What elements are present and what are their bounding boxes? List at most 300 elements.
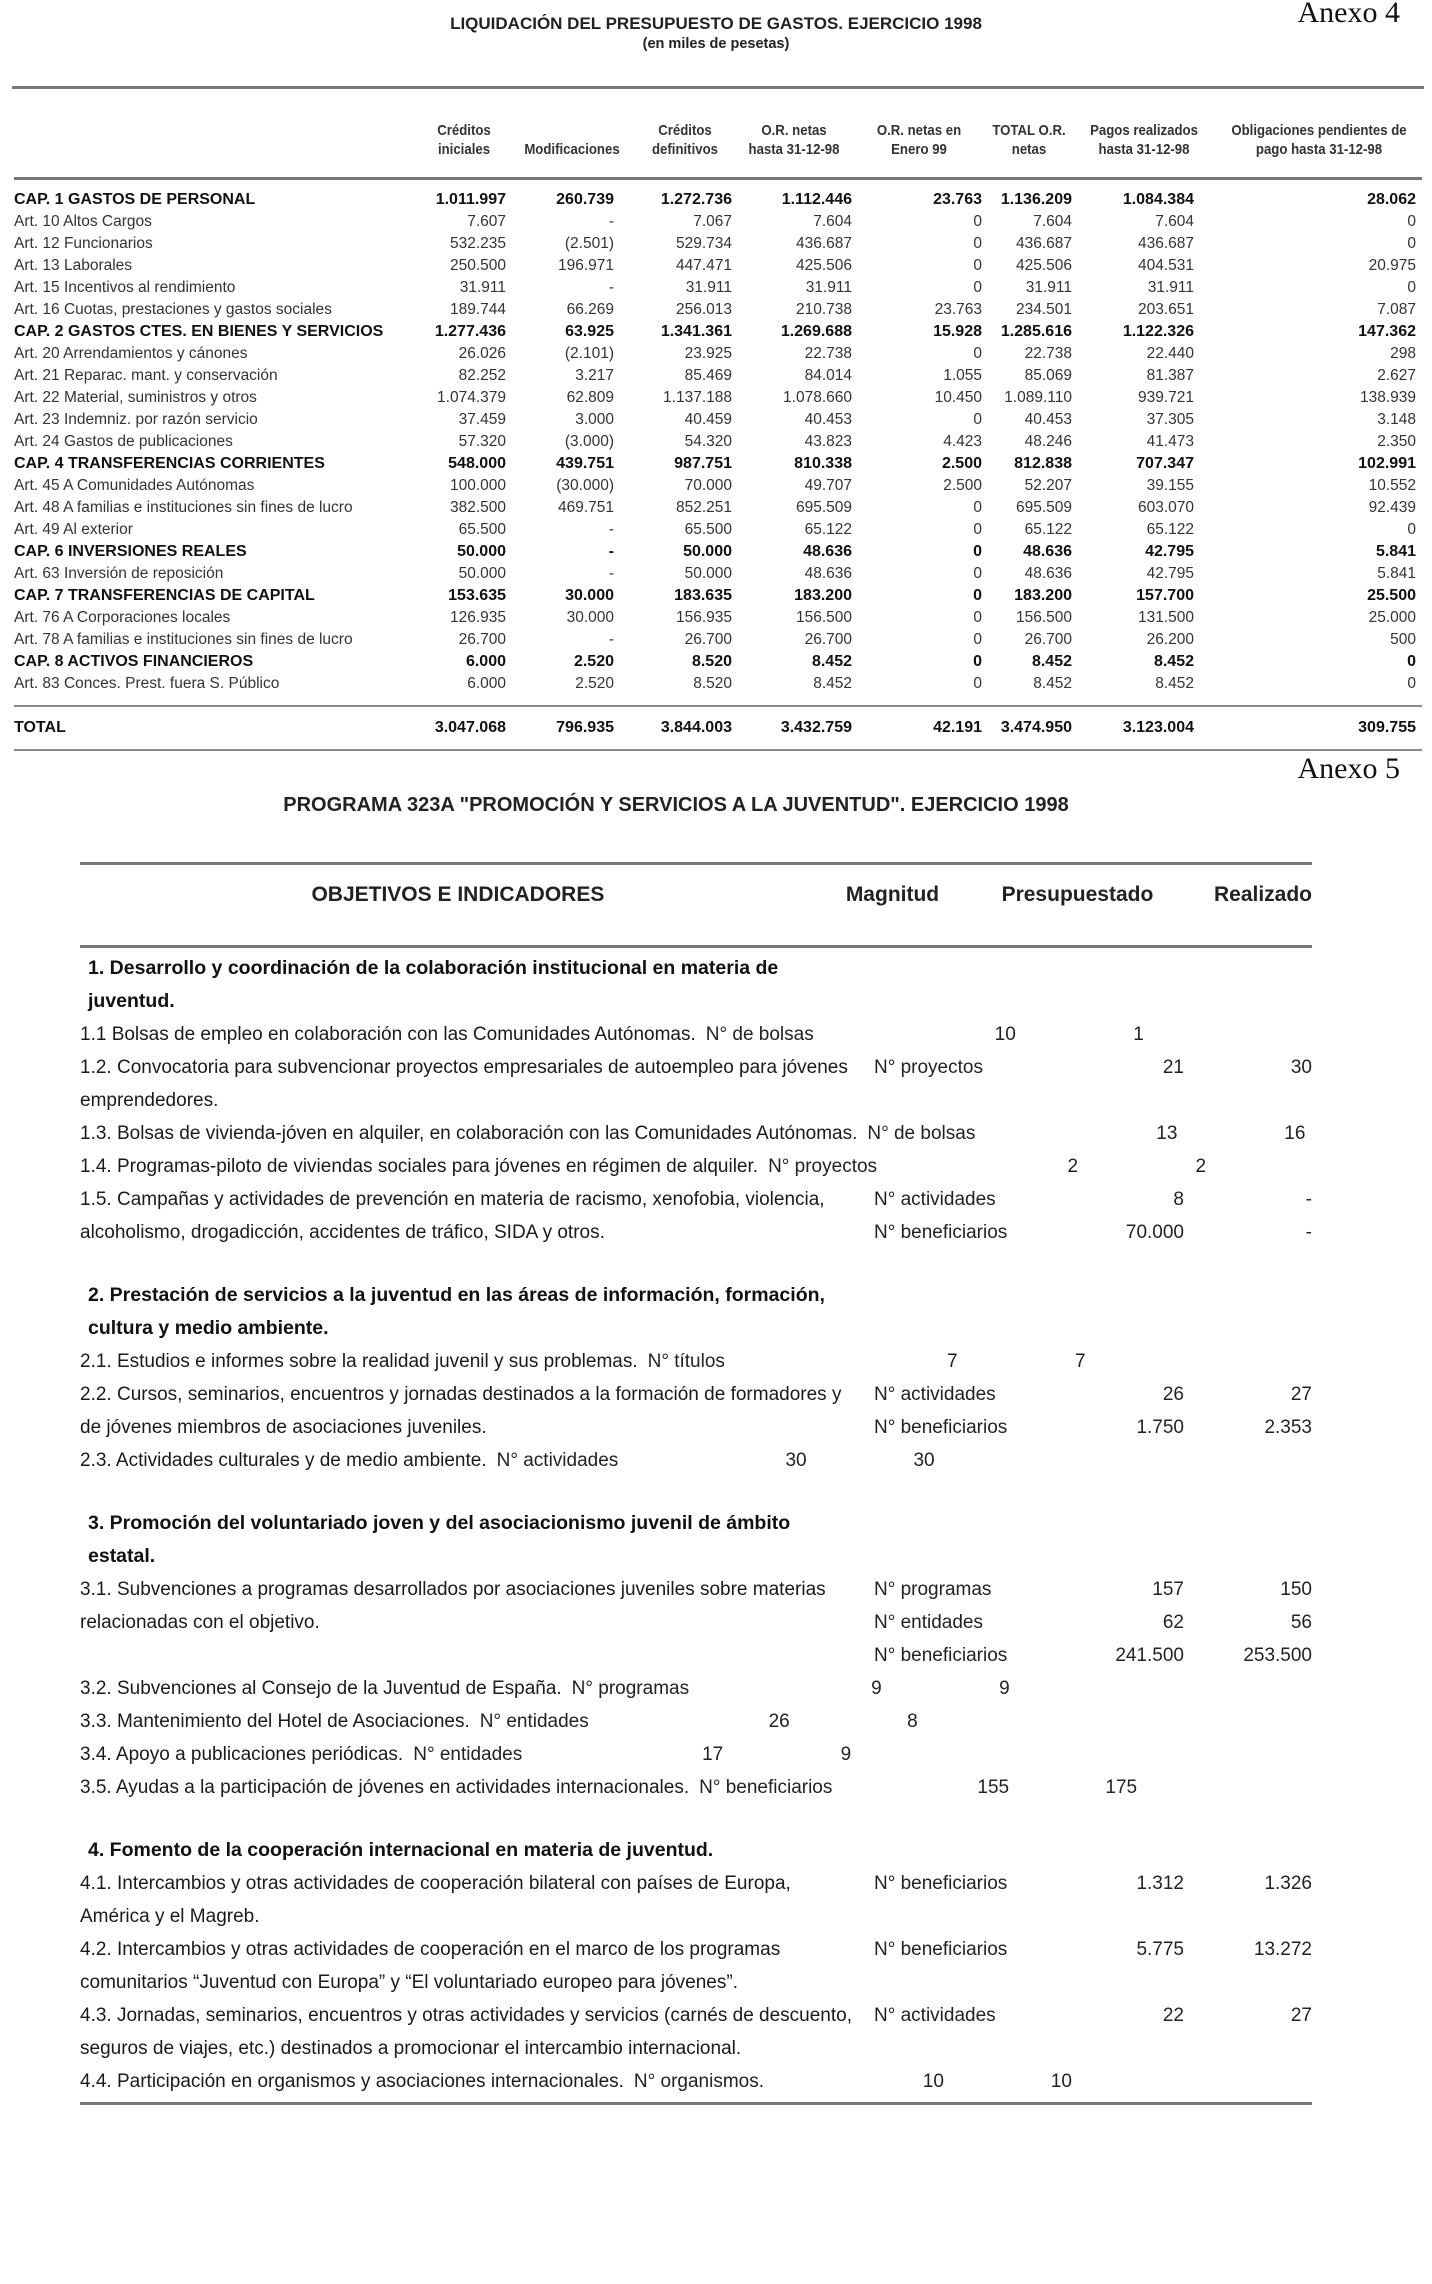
objective-title: 1. Desarrollo y coordinación de la colaboración institucional en materia de juventud.: [88, 957, 779, 1012]
cell-value: 8.452: [813, 675, 852, 692]
indicator-description: 1.2. Convocatoria para subvencionar proyectos empresariales de autoempleo para jóvenes emprendedores.: [80, 1057, 848, 1111]
cell-value: 695.509: [795, 499, 852, 516]
indicator-magnitude: N° entidades: [479, 1711, 589, 1732]
objective-section: [80, 952, 1312, 1249]
article-row: [12, 563, 1424, 585]
cell-value: 1.055: [943, 367, 982, 384]
cell-value: 156.935: [675, 609, 732, 626]
article-row: [12, 233, 1424, 255]
indicator-magnitude: N° proyectos: [768, 1156, 878, 1177]
indicator-magnitude: N° beneficiarios: [874, 1417, 1008, 1438]
column-header-concept: [36, 89, 395, 167]
row-label: Art. 12 Funcionarios: [14, 235, 153, 252]
cell-value: 63.925: [565, 323, 614, 340]
indicator-description: 2.1. Estudios e informes sobre la realidad juvenil y sus problemas.: [80, 1351, 638, 1372]
indicator-magnitude: N° beneficiarios: [874, 1939, 1008, 1960]
indicator-magnitude: N° beneficiarios: [699, 1777, 833, 1798]
indicator-row: [80, 1705, 1312, 1738]
column-header-payments: Pagos realizados hasta 31-12-98: [1090, 122, 1198, 158]
cell-value: 7.604: [1033, 213, 1072, 230]
cell-value: 30.000: [565, 587, 614, 604]
row-label: Art. 15 Incentivos al rendimiento: [14, 279, 236, 296]
cell-value: 5.841: [1375, 543, 1416, 560]
indicator-budgeted: 155: [977, 1777, 1010, 1798]
cell-value: 183.200: [1014, 587, 1072, 604]
indicator-magnitude: N° entidades: [874, 1612, 983, 1633]
indicator-description: 1.5. Campañas y actividades de prevención en materia de racismo, xenofobia, violencia, alcoholismo, drogadicción, accidentes de tráfico, SIDA y otros.: [80, 1189, 825, 1243]
cell-value: 3.217: [575, 367, 614, 384]
cell-value: -: [608, 631, 614, 648]
indicator-achieved: 253.500: [1243, 1645, 1312, 1666]
cell-value: 31.911: [1147, 279, 1194, 296]
indicator-budgeted: 26: [1162, 1384, 1184, 1405]
indicator-magnitude: N° organismos.: [633, 2071, 765, 2092]
objectives-indicators-table: [80, 862, 1312, 2105]
cell-value: 50.000: [457, 543, 506, 560]
cell-value: (2.101): [564, 345, 614, 362]
indicator-magnitude: N° entidades: [413, 1744, 523, 1765]
cell-value: 22.738: [1024, 345, 1072, 362]
article-row: [12, 475, 1424, 497]
indicator-row: [80, 1051, 1312, 1117]
indicator-achieved: 9: [999, 1678, 1010, 1699]
cell-value: 603.070: [1137, 499, 1194, 516]
table-header-row: [80, 865, 1312, 925]
cell-value: 425.506: [1015, 257, 1072, 274]
article-row: [12, 673, 1424, 695]
cell-value: 153.635: [448, 587, 506, 604]
cell-value: 987.751: [674, 455, 732, 472]
cell-value: 50.000: [684, 565, 732, 582]
indicator-budgeted: 13: [1156, 1123, 1178, 1144]
annex-5-label: Anexo 5: [1297, 752, 1400, 785]
cell-value: 234.501: [1015, 301, 1072, 318]
cell-value: 436.687: [1015, 235, 1072, 252]
table-header-row: [12, 89, 1424, 167]
indicator-achieved: 30: [1290, 1057, 1312, 1078]
cell-value: 1.277.436: [434, 323, 506, 340]
cell-value: 810.338: [794, 455, 852, 472]
cell-value: 0: [973, 235, 982, 252]
row-label: CAP. 2 GASTOS CTES. EN BIENES Y SERVICIOS: [14, 323, 384, 340]
cell-value: 210.738: [795, 301, 852, 318]
indicator-achieved: 27: [1290, 2005, 1312, 2026]
indicator-achieved: 27: [1290, 1384, 1312, 1405]
column-header-objectives: OBJETIVOS E INDICADORES: [311, 883, 605, 906]
row-label: Art. 45 A Comunidades Autónomas: [14, 477, 255, 494]
column-header-pending-obligations: Obligaciones pendientes de pago hasta 31-12-98: [1231, 122, 1407, 158]
indicator-magnitude: N° actividades: [496, 1450, 619, 1471]
cell-value: 43.823: [804, 433, 852, 450]
cell-value: 707.347: [1136, 455, 1194, 472]
cell-value: 7.604: [813, 213, 852, 230]
cell-value: 0: [973, 675, 982, 692]
indicator-budgeted: 10: [994, 1024, 1016, 1045]
cell-value: 0: [973, 609, 982, 626]
cell-value: 0: [973, 521, 982, 538]
cell-value: 49.707: [804, 477, 852, 494]
cell-value: 66.269: [566, 301, 614, 318]
cell-value: 10.450: [934, 389, 982, 406]
indicator-magnitude: N° programas: [874, 1579, 992, 1600]
cell-value: 102.991: [1358, 455, 1416, 472]
cell-value: -: [608, 279, 614, 296]
cell-value: 2.627: [1377, 367, 1416, 384]
cell-value: 0: [1407, 235, 1416, 252]
indicator-description: 3.2. Subvenciones al Consejo de la Juventud de España.: [80, 1678, 562, 1699]
cell-value: 70.000: [684, 477, 732, 494]
row-label: Art. 83 Conces. Prest. fuera S. Público: [14, 675, 280, 692]
cell-value: 2.350: [1377, 433, 1416, 450]
column-header-magnitude: Magnitud: [845, 883, 940, 906]
indicator-description: 2.2. Cursos, seminarios, encuentros y jornadas destinados a la formación de formadores y de jóvenes miembros de asociaciones juveniles.: [80, 1384, 842, 1438]
cell-value: 126.935: [449, 609, 506, 626]
cell-value: 85.069: [1024, 367, 1072, 384]
objective-title: 2. Prestación de servicios a la juventud en las áreas de información, formación, cultura y medio ambiente.: [88, 1284, 825, 1339]
cell-value: 52.207: [1024, 477, 1072, 494]
cell-value: 26.700: [1024, 631, 1072, 648]
cell-value: 0: [973, 279, 982, 296]
cell-value: 26.700: [804, 631, 852, 648]
cell-value: 5.841: [1377, 565, 1416, 582]
row-label: Art. 24 Gastos de publicaciones: [14, 433, 233, 450]
cell-value: 4.423: [943, 433, 982, 450]
indicator-row: [80, 1771, 1312, 1804]
indicator-description: 2.3. Actividades culturales y de medio ambiente.: [80, 1450, 487, 1471]
cell-value: 31.911: [459, 279, 506, 296]
cell-value: 939.721: [1137, 389, 1194, 406]
cell-value: 0: [973, 257, 982, 274]
chapter-row: [12, 541, 1424, 563]
row-label: Art. 13 Laborales: [14, 257, 133, 274]
cell-value: 85.469: [684, 367, 732, 384]
cell-value: 0: [1407, 279, 1416, 296]
column-header-initial-credits: Créditos iniciales: [437, 122, 491, 158]
annex-4-subtitle: (en miles de pesetas): [642, 36, 790, 52]
cell-value: 0: [973, 345, 982, 362]
indicator-achieved: 2: [1195, 1156, 1207, 1177]
cell-value: 50.000: [458, 565, 506, 582]
indicator-row: [80, 1999, 1312, 2065]
cell-value: 100.000: [449, 477, 506, 494]
cell-value: 8.452: [1031, 653, 1072, 670]
indicator-budgeted: 241.500: [1115, 1645, 1184, 1666]
cell-value: 7.087: [1377, 301, 1416, 318]
cell-value: 3.000: [575, 411, 614, 428]
cell-value: 532.235: [449, 235, 506, 252]
indicator-budgeted: 5.775: [1136, 1939, 1184, 1960]
cell-value: -: [608, 543, 614, 560]
indicator-magnitude: N° actividades: [874, 1189, 996, 1210]
cell-value: 0: [973, 653, 982, 670]
cell-value: 50.000: [683, 543, 732, 560]
article-row: [12, 629, 1424, 651]
indicator-achieved: 1: [1133, 1024, 1144, 1045]
cell-value: 183.635: [674, 587, 732, 604]
total-value: 3.432.759: [780, 719, 852, 736]
row-label: Art. 63 Inversión de reposición: [14, 565, 224, 582]
cell-value: 40.453: [804, 411, 852, 428]
cell-value: 84.014: [804, 367, 852, 384]
objective-title: 4. Fomento de la cooperación internacional en materia de juventud.: [88, 1839, 714, 1861]
cell-value: 382.500: [449, 499, 506, 516]
column-header-budgeted: Presupuestado: [1001, 883, 1154, 906]
cell-value: 40.459: [684, 411, 732, 428]
cell-value: 0: [973, 587, 982, 604]
cell-value: 15.928: [933, 323, 982, 340]
indicator-row: [80, 1117, 1312, 1150]
indicator-budgeted: 8: [1173, 1189, 1184, 1210]
indicator-budgeted: 10: [922, 2071, 944, 2092]
cell-value: 260.739: [556, 191, 614, 208]
cell-value: 0: [973, 631, 982, 648]
cell-value: 20.975: [1368, 257, 1416, 274]
indicator-row: [80, 1150, 1312, 1183]
cell-value: 0: [973, 213, 982, 230]
cell-value: 26.026: [458, 345, 506, 362]
cell-value: 156.500: [795, 609, 852, 626]
objective-section: [80, 1804, 1312, 2098]
cell-value: 250.500: [449, 257, 506, 274]
total-value: 3.474.950: [1000, 719, 1072, 736]
chapter-row: [12, 189, 1424, 211]
indicator-row: [80, 1018, 1312, 1051]
cell-value: 1.122.326: [1122, 323, 1194, 340]
cell-value: 2.500: [941, 455, 982, 472]
indicator-budgeted: 62: [1162, 1612, 1184, 1633]
indicator-magnitude: N° actividades: [874, 2005, 996, 2026]
cell-value: 31.911: [1025, 279, 1072, 296]
annex-4-title: LIQUIDACIÓN DEL PRESUPUESTO DE GASTOS. EJERCICIO 1998: [450, 14, 982, 33]
cell-value: 0: [973, 411, 982, 428]
article-row: [12, 607, 1424, 629]
indicator-description: 4.2. Intercambios y otras actividades de cooperación en el marco de los programas comunitarios “Juventud con Europa” y “El voluntariado europeo para jóvenes”.: [80, 1939, 781, 1993]
indicator-achieved: 16: [1284, 1123, 1306, 1144]
cell-value: 42.795: [1145, 543, 1194, 560]
indicator-row: [80, 1378, 1312, 1444]
indicator-description: 3.5. Ayudas a la participación de jóvenes en actividades internacionales.: [80, 1777, 690, 1798]
column-header-modifications: Modificaciones: [524, 141, 620, 158]
indicator-row: [80, 1738, 1312, 1771]
cell-value: 436.687: [795, 235, 852, 252]
cell-value: 65.122: [1146, 521, 1194, 538]
cell-value: 48.636: [1024, 565, 1072, 582]
cell-value: 30.000: [566, 609, 614, 626]
total-value: 3.844.003: [660, 719, 732, 736]
cell-value: 1.269.688: [780, 323, 852, 340]
indicator-row: [80, 1183, 1312, 1249]
cell-value: (3.000): [564, 433, 614, 450]
cell-value: 37.305: [1146, 411, 1194, 428]
indicator-magnitude: N° títulos: [647, 1351, 725, 1372]
row-label: CAP. 4 TRANSFERENCIAS CORRIENTES: [14, 455, 325, 472]
indicator-achieved: 175: [1105, 1777, 1138, 1798]
indicator-description: 1.1 Bolsas de empleo en colaboración con las Comunidades Autónomas.: [80, 1024, 696, 1045]
cell-value: 2.500: [943, 477, 982, 494]
cell-value: 8.452: [1155, 675, 1194, 692]
row-label: Art. 21 Reparac. mant. y conservación: [14, 367, 278, 384]
indicator-row: [80, 1444, 1312, 1477]
indicator-achieved: 1.326: [1264, 1873, 1312, 1894]
indicator-achieved: 2.353: [1264, 1417, 1312, 1438]
indicator-row: [80, 1573, 1312, 1672]
cell-value: 548.000: [448, 455, 506, 472]
cell-value: 189.744: [449, 301, 506, 318]
cell-value: 1.078.660: [783, 389, 852, 406]
cell-value: 0: [973, 565, 982, 582]
total-value: 42.191: [933, 719, 982, 736]
cell-value: 23.763: [933, 191, 982, 208]
cell-value: 1.074.379: [437, 389, 506, 406]
total-value: 3.047.068: [434, 719, 506, 736]
article-row: [12, 211, 1424, 233]
cell-value: 183.200: [794, 587, 852, 604]
cell-value: 2.520: [575, 675, 614, 692]
indicator-achieved: 56: [1290, 1612, 1312, 1633]
cell-value: 1.285.616: [1000, 323, 1072, 340]
row-label: Art. 23 Indemniz. por razón servicio: [14, 411, 258, 428]
cell-value: 404.531: [1137, 257, 1194, 274]
chapter-row: [12, 321, 1424, 343]
indicator-magnitude: N° beneficiarios: [874, 1873, 1008, 1894]
indicator-budgeted: 2: [1067, 1156, 1079, 1177]
cell-value: 10.552: [1368, 477, 1416, 494]
indicator-budgeted: 157: [1152, 1579, 1184, 1600]
article-row: [12, 431, 1424, 453]
cell-value: 157.700: [1136, 587, 1194, 604]
indicator-description: 1.3. Bolsas de vivienda-jóven en alquiler, en colaboración con las Comunidades Autónomas.: [80, 1123, 858, 1144]
column-header-or-net-dec: O.R. netas hasta 31-12-98: [748, 122, 840, 158]
indicator-magnitude: N° beneficiarios: [874, 1645, 1008, 1666]
indicator-achieved: 9: [840, 1744, 852, 1765]
cell-value: 65.500: [458, 521, 506, 538]
cell-value: 65.122: [804, 521, 852, 538]
cell-value: 7.607: [467, 213, 506, 230]
column-header-final-credits: Créditos definitivos: [651, 122, 718, 158]
cell-value: 8.452: [811, 653, 852, 670]
cell-value: 41.473: [1146, 433, 1194, 450]
cell-value: 500: [1390, 631, 1416, 648]
indicator-row: [80, 1672, 1312, 1705]
cell-value: 57.320: [458, 433, 506, 450]
total-value: 3.123.004: [1122, 719, 1194, 736]
cell-value: 1.089.110: [1004, 389, 1072, 406]
row-label: Art. 76 A Corporaciones locales: [14, 609, 231, 626]
cell-value: 65.500: [684, 521, 732, 538]
cell-value: 3.148: [1377, 411, 1416, 428]
cell-value: 1.084.384: [1122, 191, 1194, 208]
article-row: [12, 365, 1424, 387]
row-label: Art. 78 A familias e instituciones sin fines de lucro: [14, 631, 353, 648]
column-header-or-net-jan: O.R. netas en Enero 99: [876, 122, 962, 158]
indicator-achieved: 13.272: [1253, 1939, 1312, 1960]
indicator-magnitude: N° actividades: [874, 1384, 996, 1405]
indicator-budgeted: 70.000: [1125, 1222, 1184, 1243]
cell-value: 31.911: [685, 279, 732, 296]
row-label: CAP. 1 GASTOS DE PERSONAL: [14, 191, 256, 208]
cell-value: 203.651: [1137, 301, 1194, 318]
cell-value: 23.925: [684, 345, 732, 362]
indicator-achieved: 7: [1075, 1351, 1086, 1372]
article-row: [12, 387, 1424, 409]
cell-value: 28.062: [1367, 191, 1416, 208]
indicator-magnitude: N° programas: [571, 1678, 690, 1699]
indicator-achieved: 10: [1050, 2071, 1072, 2092]
indicator-row: [80, 1867, 1312, 1933]
annex-4-label: Anexo 4: [1297, 0, 1400, 29]
cell-value: 196.971: [557, 257, 614, 274]
cell-value: 25.500: [1367, 587, 1416, 604]
column-header-achieved: Realizado: [1213, 883, 1312, 906]
cell-value: 529.734: [675, 235, 732, 252]
cell-value: 138.939: [1359, 389, 1416, 406]
cell-value: 7.604: [1155, 213, 1194, 230]
annex-5-title: PROGRAMA 323A "PROMOCIÓN Y SERVICIOS A LA JUVENTUD". EJERCICIO 1998: [283, 794, 1069, 816]
indicator-row: [80, 1345, 1312, 1378]
cell-value: -: [608, 565, 614, 582]
indicator-description: 4.4. Participación en organismos y asociaciones internacionales.: [80, 2071, 624, 2092]
cell-value: 8.452: [1033, 675, 1072, 692]
cell-value: 62.809: [566, 389, 614, 406]
cell-value: 852.251: [675, 499, 732, 516]
cell-value: 48.636: [803, 543, 852, 560]
cell-value: 48.246: [1024, 433, 1072, 450]
cell-value: 0: [1407, 521, 1416, 538]
indicator-budgeted: 22: [1162, 2005, 1184, 2026]
article-row: [12, 299, 1424, 321]
cell-value: 8.452: [1153, 653, 1194, 670]
cell-value: 0: [1407, 675, 1416, 692]
article-row: [12, 497, 1424, 519]
cell-value: 48.636: [1023, 543, 1072, 560]
indicator-budgeted: 9: [871, 1678, 882, 1699]
row-label: Art. 20 Arrendamientos y cánones: [14, 345, 248, 362]
cell-value: 695.509: [1015, 499, 1072, 516]
cell-value: 0: [1407, 213, 1416, 230]
cell-value: 436.687: [1137, 235, 1194, 252]
cell-value: 81.387: [1146, 367, 1194, 384]
cell-value: 26.200: [1146, 631, 1194, 648]
cell-value: 1.272.736: [660, 191, 732, 208]
cell-value: 298: [1390, 345, 1416, 362]
total-label: TOTAL: [14, 719, 66, 736]
cell-value: 8.520: [691, 653, 732, 670]
cell-value: 26.700: [684, 631, 732, 648]
cell-value: 812.838: [1014, 455, 1072, 472]
cell-value: -: [608, 521, 614, 538]
row-label: CAP. 6 INVERSIONES REALES: [14, 543, 247, 560]
cell-value: 447.471: [675, 257, 732, 274]
objective-section: [80, 1477, 1312, 1804]
indicator-achieved: -: [1305, 1189, 1312, 1210]
indicator-description: 1.4. Programas-piloto de viviendas sociales para jóvenes en régimen de alquiler.: [80, 1156, 759, 1177]
cell-value: 1.011.997: [435, 191, 506, 208]
indicator-budgeted: 1.750: [1136, 1417, 1184, 1438]
cell-value: 1.136.209: [1000, 191, 1072, 208]
cell-value: 26.700: [458, 631, 506, 648]
cell-value: 31.911: [805, 279, 852, 296]
cell-value: 22.440: [1146, 345, 1194, 362]
cell-value: 425.506: [795, 257, 852, 274]
article-row: [12, 409, 1424, 431]
total-value: 309.755: [1358, 719, 1416, 736]
indicator-description: 4.3. Jornadas, seminarios, encuentros y otras actividades y servicios (carnés de descuento, seguros de viajes, etc.) destinados a promocionar el intercambio internacional.: [80, 2005, 852, 2059]
indicator-achieved: 30: [913, 1450, 935, 1471]
cell-value: 156.500: [1015, 609, 1072, 626]
cell-value: 2.520: [573, 653, 614, 670]
indicator-achieved: 150: [1280, 1579, 1312, 1600]
article-row: [12, 343, 1424, 365]
